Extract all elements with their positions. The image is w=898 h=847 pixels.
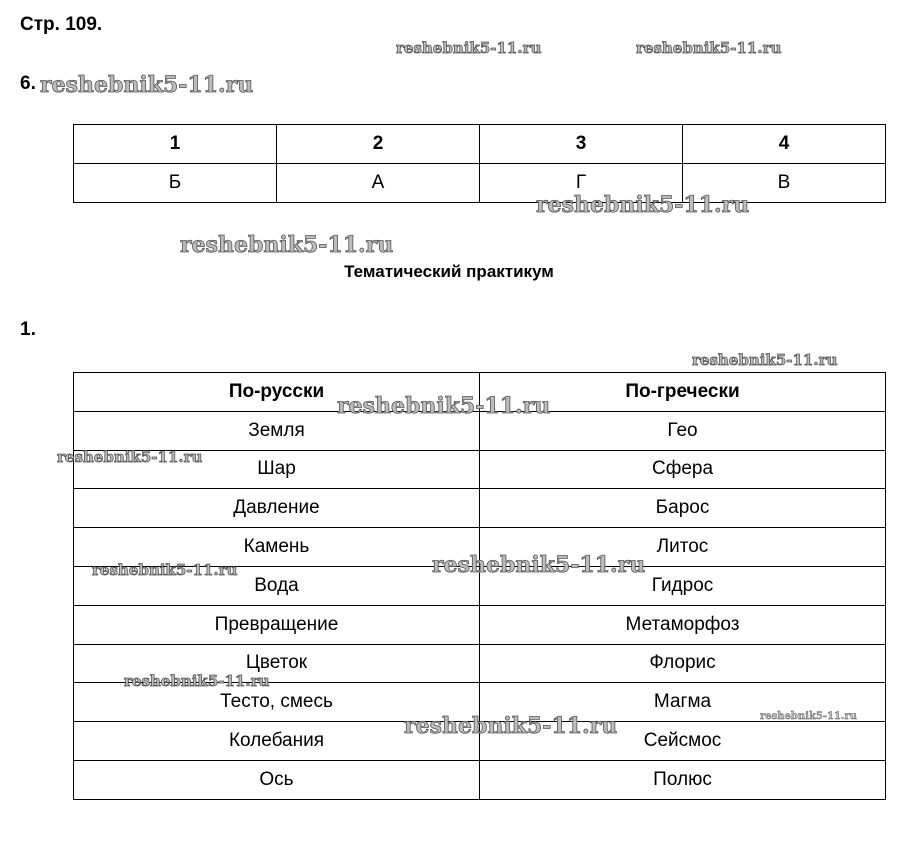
watermark: reshebnik5-11.ru xyxy=(404,713,618,739)
russian-word: Тесто, смесь xyxy=(74,683,480,722)
table-row xyxy=(74,528,886,567)
words-table xyxy=(73,372,886,800)
table-row xyxy=(74,760,886,799)
answer-cell-2: А xyxy=(277,164,480,203)
watermark: reshebnik5-11.ru xyxy=(92,561,238,579)
watermark: reshebnik5-11.ru xyxy=(760,711,857,722)
table-row xyxy=(74,450,886,489)
greek-word: Флорис xyxy=(480,644,886,683)
table-row xyxy=(74,489,886,528)
watermark: reshebnik5-11.ru xyxy=(337,393,551,419)
table-row xyxy=(74,722,886,761)
russian-word: Земля xyxy=(74,411,480,450)
watermark: reshebnik5-11.ru xyxy=(180,232,394,258)
watermark: reshebnik5-11.ru xyxy=(692,351,838,369)
watermark: reshebnik5-11.ru xyxy=(124,672,270,690)
greek-word: Метаморфоз xyxy=(480,605,886,644)
answer-cell-1: Б xyxy=(74,164,277,203)
russian-word: Цветок xyxy=(74,644,480,683)
table-row xyxy=(74,644,886,683)
answer-header-2: 2 xyxy=(277,125,480,164)
answer-table xyxy=(73,124,886,203)
greek-word: Полюс xyxy=(480,760,886,799)
greek-word: Магма xyxy=(480,683,886,722)
russian-word: Превращение xyxy=(74,605,480,644)
answer-header-4: 4 xyxy=(683,125,886,164)
answer-header-row xyxy=(74,125,886,164)
answer-row xyxy=(74,164,886,203)
answer-header-3: 3 xyxy=(480,125,683,164)
watermark: reshebnik5-11.ru xyxy=(396,39,542,57)
greek-word: Барос xyxy=(480,489,886,528)
watermark: reshebnik5-11.ru xyxy=(40,72,254,98)
table-row xyxy=(74,605,886,644)
greek-word: Сейсмос xyxy=(480,722,886,761)
table-row xyxy=(74,566,886,605)
russian-word: Камень xyxy=(74,528,480,567)
russian-word: Ось xyxy=(74,760,480,799)
watermark: reshebnik5-11.ru xyxy=(536,192,750,218)
greek-word: Литос xyxy=(480,528,886,567)
answer-header-1: 1 xyxy=(74,125,277,164)
greek-word: Сфера xyxy=(480,450,886,489)
section-title: Тематический практикум xyxy=(344,262,554,281)
greek-word: Гео xyxy=(480,411,886,450)
words-header-row xyxy=(74,373,886,412)
greek-word: Гидрос xyxy=(480,566,886,605)
page-heading: Стр. 109. xyxy=(20,14,103,35)
task-1-number: 1. xyxy=(20,319,36,340)
task-6-number: 6. xyxy=(20,73,36,94)
watermark: reshebnik5-11.ru xyxy=(636,39,782,57)
table-row xyxy=(74,411,886,450)
watermark: reshebnik5-11.ru xyxy=(432,552,646,578)
russian-word: Вода xyxy=(74,566,480,605)
header-greek: По-гречески xyxy=(480,373,886,412)
answer-cell-4: В xyxy=(683,164,886,203)
russian-word: Шар xyxy=(74,450,480,489)
header-russian: По-русски xyxy=(74,373,480,412)
answer-cell-3: Г xyxy=(480,164,683,203)
watermark: reshebnik5-11.ru xyxy=(57,448,203,466)
russian-word: Колебания xyxy=(74,722,480,761)
russian-word: Давление xyxy=(74,489,480,528)
table-row xyxy=(74,683,886,722)
